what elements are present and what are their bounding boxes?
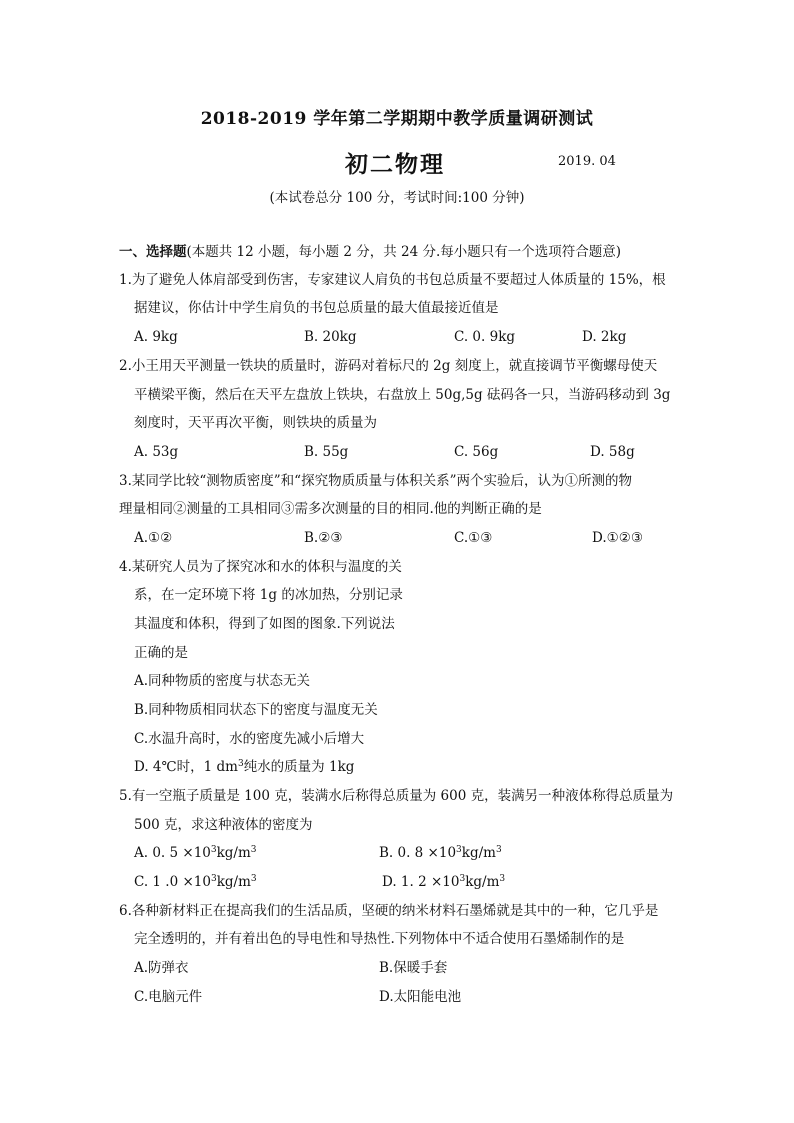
q4-option-d xyxy=(134,757,354,777)
q5-option-c-exp: 3 xyxy=(210,874,217,884)
q5-option-d-unit-exp: 3 xyxy=(499,874,506,884)
q2-line-3: 刻度时，天平再次平衡，则铁块的质量为 xyxy=(134,415,377,431)
q5-option-b xyxy=(379,843,502,863)
q1-option-c: C. 0. 9kg xyxy=(454,329,516,345)
q5-option-d-exp: 3 xyxy=(459,874,466,884)
q3-line-2: 理量相同②测量的工具相同③需多次测量的目的相同.他的判断正确的是 xyxy=(119,501,542,517)
exam-title: 2018-2019 学年第二学期期中教学质量调研测试 xyxy=(200,109,594,129)
exam-date: 2019. 04 xyxy=(558,154,616,169)
section-heading-label: 一、选择题 xyxy=(119,244,187,260)
q3-line-1: 3.某同学比较“测物质密度”和“探究物质质量与体积关系”两个实验后，认为①所测的物 xyxy=(119,473,632,489)
q5-option-d xyxy=(382,872,505,892)
q4-line-3: 其温度和体积，得到了如图的图象.下列说法 xyxy=(134,616,395,632)
q5-option-d-text: D. 1. 2 ×10 xyxy=(382,874,460,890)
q2-option-d: D. 58g xyxy=(590,444,635,460)
q5-line-1: 5.有一空瓶子质量是 100 克，装满水后称得总质量为 600 克，装满另一种液体称得总质量为 xyxy=(119,788,674,804)
q4-option-a: A.同种物质的密度与状态无关 xyxy=(134,673,311,689)
q4-option-d-rest: 纯水的质量为 1kg xyxy=(243,759,355,775)
q2-line-2: 平横梁平衡，然后在天平左盘放上铁块，右盘放上 50g,5g 砝码各一只，当游码移动到 3g xyxy=(134,387,671,403)
q1-line-1: 1.为了避免人体肩部受到伤害，专家建议人肩负的书包总质量不要超过人体质量的 15%，根 xyxy=(119,272,666,288)
q4-option-d-sup: 3 xyxy=(237,759,244,769)
q2-line-1: 2.小王用天平测量一铁块的质量时，游码对着标尺的 2g 刻度上，就直接调节平衡螺母使天 xyxy=(119,358,658,374)
q5-option-b-unit-exp: 3 xyxy=(495,845,502,855)
q5-option-a-exp: 3 xyxy=(210,845,217,855)
q6-line-1: 6.各种新材料正在提高我们的生活品质，坚硬的纳米材料石墨烯就是其中的一种，它几乎是 xyxy=(119,903,659,919)
q2-option-a: A. 53g xyxy=(134,444,179,460)
exam-note: (本试卷总分 100 分，考试时间:100 分钟) xyxy=(269,190,525,206)
q4-line-4: 正确的是 xyxy=(134,645,188,661)
q1-line-2: 据建议，你估计中学生肩负的书包总质量的最大值最接近值是 xyxy=(134,300,499,316)
q6-option-d: D.太阳能电池 xyxy=(379,989,462,1005)
q3-option-d: D.①②③ xyxy=(592,530,643,546)
subject-title: 初二物理 xyxy=(345,151,445,178)
q1-option-a: A. 9kg xyxy=(134,329,178,345)
q1-option-b: B. 20kg xyxy=(304,329,357,345)
q5-option-c-unit: kg/m xyxy=(216,874,251,890)
q2-option-b: B. 55g xyxy=(304,444,349,460)
section-heading-description: (本题共 12 小题，每小题 2 分，共 24 分.每小题只有一个选项符合题意) xyxy=(186,244,622,260)
q6-line-2: 完全透明的，并有着出色的导电性和导热性.下列物体中不适合使用石墨烯制作的是 xyxy=(134,931,625,947)
q5-option-a-unit: kg/m xyxy=(216,845,251,861)
q6-option-b: B.保暖手套 xyxy=(379,960,448,976)
q3-option-c: C.①③ xyxy=(454,530,493,546)
q3-option-b: B.②③ xyxy=(304,530,343,546)
q6-option-a: A.防弹衣 xyxy=(134,960,189,976)
q5-option-a-text: A. 0. 5 ×10 xyxy=(134,845,211,861)
q6-option-c: C.电脑元件 xyxy=(134,989,203,1005)
q4-option-d-text: D. 4℃时，1 dm xyxy=(134,759,238,775)
q4-option-c: C.水温升高时，水的密度先减小后增大 xyxy=(134,731,365,747)
q5-option-b-exp: 3 xyxy=(456,845,462,855)
q5-option-c-text: C. 1 .0 ×10 xyxy=(134,874,211,890)
q4-line-2: 系，在一定环境下将 1g 的冰加热，分别记录 xyxy=(134,587,403,603)
q5-line-2: 500 克，求这种液体的密度为 xyxy=(134,817,313,833)
q5-option-b-unit: kg/m xyxy=(461,845,496,861)
q2-option-c: C. 56g xyxy=(454,444,499,460)
q1-option-d: D. 2kg xyxy=(582,329,627,345)
q5-option-c xyxy=(134,872,257,892)
section-heading xyxy=(119,242,621,262)
subject-row xyxy=(0,146,794,176)
q3-option-a: A.①② xyxy=(134,530,173,546)
q5-option-d-unit: kg/m xyxy=(465,874,500,890)
q5-option-a-unit-exp: 3 xyxy=(250,845,257,855)
q5-option-a xyxy=(134,843,257,863)
q5-option-c-unit-exp: 3 xyxy=(250,874,257,884)
q4-line-1: 4.某研究人员为了探究冰和水的体积与温度的关 xyxy=(119,559,402,575)
q5-option-b-text: B. 0. 8 ×10 xyxy=(379,845,457,861)
q4-option-b: B.同种物质相同状态下的密度与温度无关 xyxy=(134,702,378,718)
